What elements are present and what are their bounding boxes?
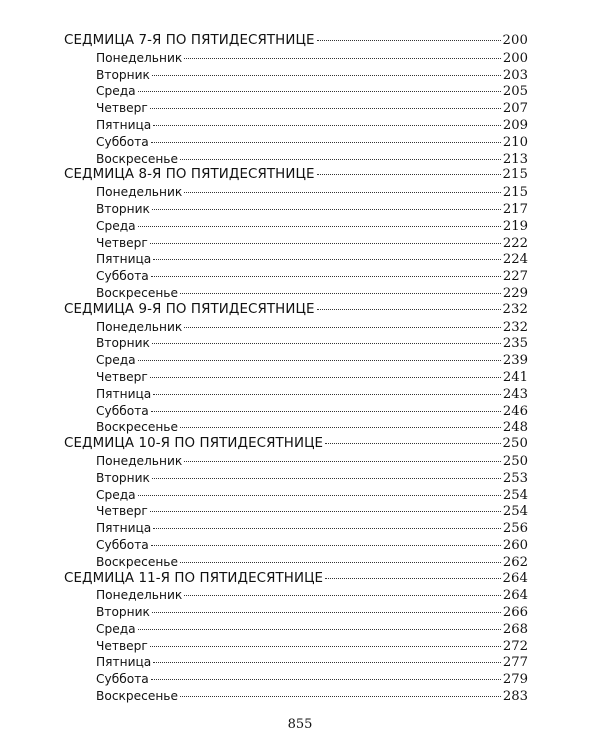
page-ref: 248: [502, 420, 528, 436]
dot-leader: [325, 578, 500, 579]
day-label: Вторник: [96, 67, 150, 82]
dot-leader: [180, 427, 501, 428]
page-ref: 277: [502, 655, 528, 671]
dot-leader: [151, 679, 501, 680]
page-ref: 239: [502, 353, 528, 369]
day-label: Понедельник: [96, 185, 183, 200]
page-ref: 207: [502, 101, 528, 117]
page-ref: 246: [502, 403, 528, 419]
page-ref: 264: [502, 570, 528, 586]
toc-day-entry[interactable]: [64, 654, 528, 671]
page-ref: 254: [502, 504, 528, 520]
page-ref: 215: [502, 167, 528, 183]
toc-day-entry[interactable]: [64, 369, 528, 386]
page-ref: 224: [502, 252, 528, 268]
dot-leader: [317, 40, 501, 41]
toc-day-entry[interactable]: [64, 117, 528, 134]
dot-leader: [151, 411, 501, 412]
day-label: Суббота: [96, 537, 149, 552]
toc-day-entry[interactable]: [64, 352, 528, 369]
day-label: Понедельник: [96, 50, 183, 65]
dot-leader: [184, 192, 501, 193]
day-label: Воскресенье: [96, 689, 178, 704]
page-ref: 209: [502, 117, 528, 133]
dot-leader: [153, 259, 501, 260]
page-ref: 205: [502, 84, 528, 100]
dot-leader: [152, 612, 501, 613]
dot-leader: [138, 91, 501, 92]
toc-day-entry[interactable]: [64, 470, 528, 487]
page-ref: 262: [502, 554, 528, 570]
toc-day-entry[interactable]: [64, 403, 528, 420]
day-label: Вторник: [96, 605, 150, 620]
toc-section: [64, 167, 528, 301]
dot-leader: [150, 646, 501, 647]
day-label: Пятница: [96, 252, 152, 267]
day-label: Вторник: [96, 201, 150, 216]
dot-leader: [153, 662, 501, 663]
day-label: Пятница: [96, 386, 152, 401]
page-ref: 203: [502, 67, 528, 83]
page-ref: 264: [502, 588, 528, 604]
toc-day-entry[interactable]: [64, 638, 528, 655]
dot-leader: [153, 125, 501, 126]
toc-day-entry[interactable]: [64, 587, 528, 604]
dot-leader: [317, 309, 501, 310]
day-label: Четверг: [96, 235, 148, 250]
dot-leader: [150, 108, 501, 109]
dot-leader: [325, 443, 500, 444]
day-label: Среда: [96, 218, 136, 233]
dot-leader: [138, 495, 501, 496]
day-label: Среда: [96, 353, 136, 368]
day-label: Вторник: [96, 336, 150, 351]
dot-leader: [180, 293, 501, 294]
dot-leader: [138, 226, 501, 227]
dot-leader: [317, 174, 501, 175]
day-label: Пятница: [96, 521, 152, 536]
page-ref: 256: [502, 521, 528, 537]
page-ref: 219: [502, 218, 528, 234]
dot-leader: [151, 545, 501, 546]
week-title: СЕДМИЦА 9-Я ПО ПЯТИДЕСЯТНИЦЕ: [64, 301, 315, 317]
page-ref: 227: [502, 269, 528, 285]
toc-day-entry[interactable]: [64, 503, 528, 520]
table-of-contents: [64, 33, 528, 705]
page-ref: 232: [502, 319, 528, 335]
day-label: Понедельник: [96, 453, 183, 468]
toc-day-entry[interactable]: [64, 537, 528, 554]
day-label: Понедельник: [96, 319, 183, 334]
toc-week-heading[interactable]: [64, 436, 528, 453]
day-label: Понедельник: [96, 588, 183, 603]
dot-leader: [180, 562, 501, 563]
toc-day-entry[interactable]: [64, 201, 528, 218]
toc-day-entry[interactable]: [64, 335, 528, 352]
toc-week-heading[interactable]: [64, 167, 528, 184]
day-label: Пятница: [96, 117, 152, 132]
toc-section: [64, 302, 528, 436]
day-label: Воскресенье: [96, 420, 178, 435]
dot-leader: [152, 75, 501, 76]
page-ref: 222: [502, 235, 528, 251]
dot-leader: [153, 528, 501, 529]
toc-day-entry[interactable]: [64, 604, 528, 621]
toc-day-entry[interactable]: [64, 319, 528, 336]
week-title: СЕДМИЦА 8-Я ПО ПЯТИДЕСЯТНИЦЕ: [64, 167, 315, 183]
toc-day-entry[interactable]: [64, 100, 528, 117]
toc-day-entry[interactable]: [64, 386, 528, 403]
toc-section: [64, 436, 528, 570]
day-label: Четверг: [96, 369, 148, 384]
toc-day-entry[interactable]: [64, 83, 528, 100]
dot-leader: [152, 478, 501, 479]
toc-week-heading[interactable]: [64, 302, 528, 319]
day-label: Среда: [96, 487, 136, 502]
day-label: Воскресенье: [96, 554, 178, 569]
dot-leader: [180, 159, 501, 160]
dot-leader: [184, 58, 501, 59]
day-label: Суббота: [96, 672, 149, 687]
dot-leader: [152, 209, 501, 210]
dot-leader: [151, 276, 501, 277]
toc-day-entry[interactable]: [64, 285, 528, 302]
page-ref: 235: [502, 336, 528, 352]
toc-day-entry[interactable]: [64, 134, 528, 151]
toc-day-entry[interactable]: [64, 453, 528, 470]
page-ref: 279: [502, 672, 528, 688]
page-ref: 241: [502, 369, 528, 385]
page-ref: 254: [502, 487, 528, 503]
toc-day-entry[interactable]: [64, 268, 528, 285]
page-ref: 210: [502, 134, 528, 150]
toc-day-entry[interactable]: [64, 671, 528, 688]
day-label: Суббота: [96, 403, 149, 418]
toc-day-entry[interactable]: [64, 688, 528, 705]
page-ref: 217: [502, 201, 528, 217]
page-ref: 232: [502, 301, 528, 317]
page-ref: 272: [502, 638, 528, 654]
page-ref: 268: [502, 621, 528, 637]
dot-leader: [153, 394, 501, 395]
page-ref: 283: [502, 689, 528, 705]
toc-day-entry[interactable]: [64, 487, 528, 504]
week-title: СЕДМИЦА 10-Я ПО ПЯТИДЕСЯТНИЦЕ: [64, 436, 324, 452]
week-title: СЕДМИЦА 7-Я ПО ПЯТИДЕСЯТНИЦЕ: [64, 33, 315, 48]
page-number: 855: [287, 717, 313, 732]
page-ref: 253: [502, 470, 528, 486]
toc-week-heading[interactable]: [64, 33, 528, 50]
week-title: СЕДМИЦА 11-Я ПО ПЯТИДЕСЯТНИЦЕ: [64, 570, 324, 586]
page-ref: 250: [502, 453, 528, 469]
toc-section: [64, 33, 528, 167]
dot-leader: [152, 343, 501, 344]
toc-day-entry[interactable]: [64, 184, 528, 201]
page-ref: 200: [502, 33, 528, 48]
page-ref: 260: [502, 537, 528, 553]
toc-day-entry[interactable]: [64, 151, 528, 168]
day-label: Среда: [96, 621, 136, 636]
day-label: Вторник: [96, 470, 150, 485]
dot-leader: [180, 696, 501, 697]
dot-leader: [150, 243, 501, 244]
day-label: Четверг: [96, 101, 148, 116]
dot-leader: [151, 142, 501, 143]
dot-leader: [184, 595, 501, 596]
day-label: Воскресенье: [96, 151, 178, 166]
toc-day-entry[interactable]: [64, 251, 528, 268]
day-label: Среда: [96, 84, 136, 99]
page-ref: 213: [502, 151, 528, 167]
toc-day-entry[interactable]: [64, 419, 528, 436]
toc-section: [64, 571, 528, 705]
toc-day-entry[interactable]: [64, 621, 528, 638]
page-ref: 243: [502, 386, 528, 402]
dot-leader: [150, 511, 501, 512]
dot-leader: [138, 629, 501, 630]
day-label: Суббота: [96, 269, 149, 284]
day-label: Четверг: [96, 638, 148, 653]
dot-leader: [184, 461, 501, 462]
toc-day-entry[interactable]: [64, 554, 528, 571]
dot-leader: [138, 360, 501, 361]
page-ref: 215: [502, 185, 528, 201]
dot-leader: [184, 327, 501, 328]
day-label: Четверг: [96, 504, 148, 519]
toc-day-entry[interactable]: [64, 67, 528, 84]
toc-day-entry[interactable]: [64, 218, 528, 235]
toc-day-entry[interactable]: [64, 50, 528, 67]
toc-week-heading[interactable]: [64, 571, 528, 588]
page-ref: 266: [502, 605, 528, 621]
page-ref: 250: [502, 436, 528, 452]
dot-leader: [150, 377, 501, 378]
day-label: Воскресенье: [96, 285, 178, 300]
day-label: Суббота: [96, 134, 149, 149]
page-ref: 200: [502, 50, 528, 66]
toc-day-entry[interactable]: [64, 520, 528, 537]
day-label: Пятница: [96, 655, 152, 670]
toc-day-entry[interactable]: [64, 235, 528, 252]
page-ref: 229: [502, 285, 528, 301]
